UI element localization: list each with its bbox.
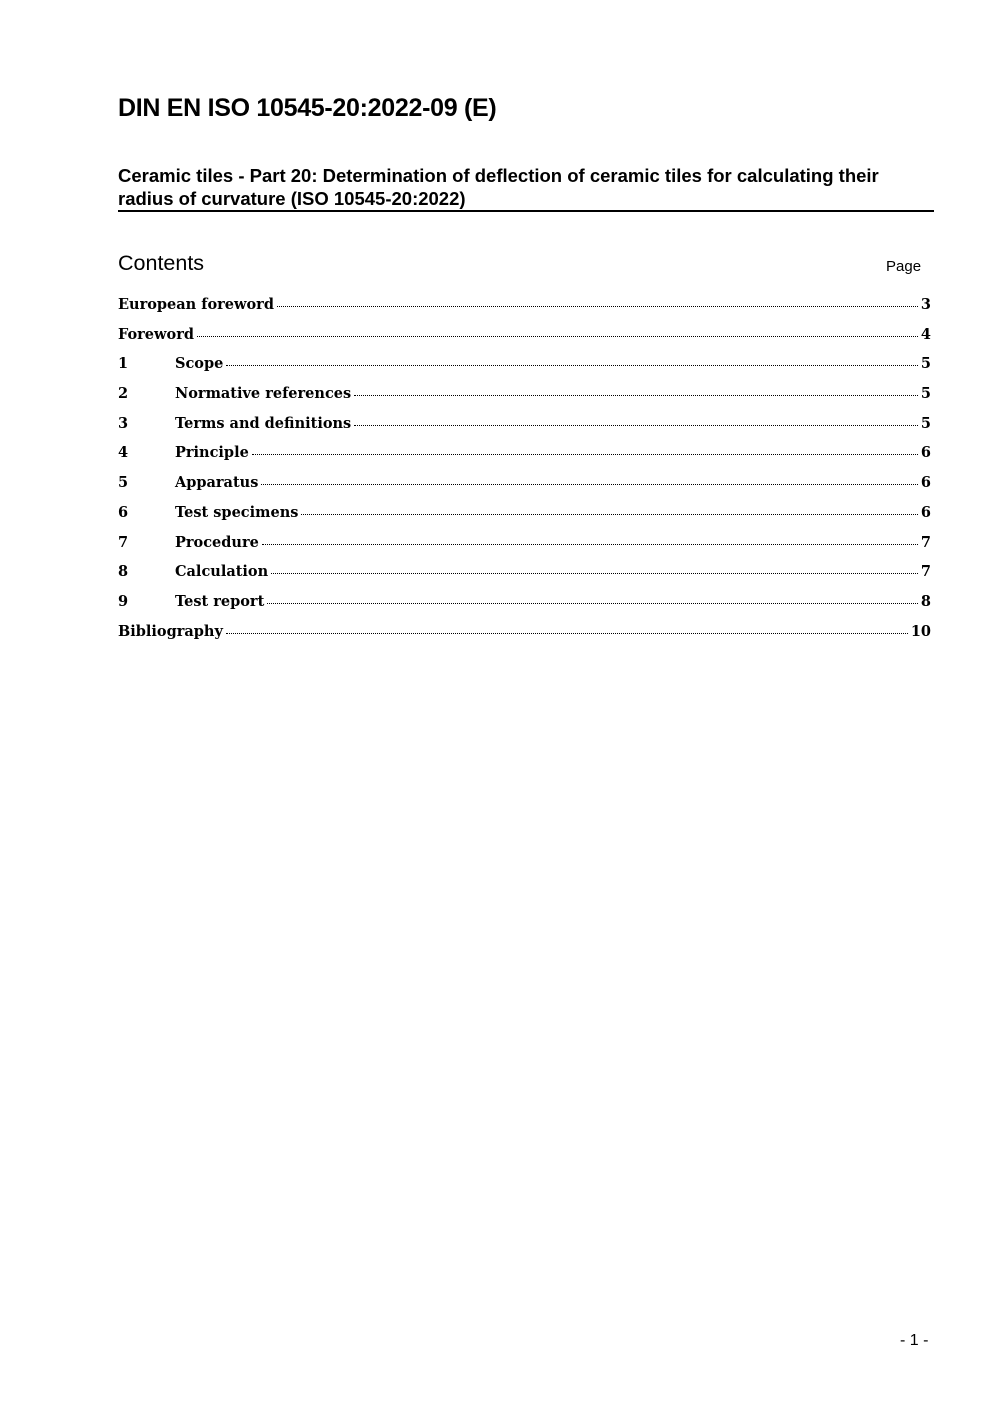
document-id: DIN EN ISO 10545-20:2022-09 (E) [118,94,497,122]
toc-entry-title: Calculation [175,563,269,581]
toc-entry-title: Normative references [175,385,352,403]
toc-entry-page: 7 [920,563,931,581]
toc-entry-calculation[interactable] [118,563,931,593]
toc-entry-number: 2 [118,385,129,403]
toc-entry-foreword[interactable] [118,326,931,356]
toc-entry-terms-and-definitions[interactable] [118,415,931,445]
toc-entry-page: 5 [920,355,931,373]
toc-entry-bibliography[interactable] [118,623,931,653]
toc-entry-test-specimens[interactable] [118,504,931,534]
toc-leader-dots [197,336,918,337]
toc-entry-number: 3 [118,414,129,432]
toc-leader-dots [261,484,918,485]
title-divider [118,210,934,212]
toc-entry-number: 7 [118,533,129,551]
toc-leader-dots [267,603,918,604]
toc-entry-page: 8 [920,592,931,610]
toc-entry-normative-references[interactable] [118,385,931,415]
document-title: Ceramic tiles - Part 20: Determination of deflection of ceramic tiles for calculating their radius of curvature (ISO 10545-20:2022) [118,165,879,209]
toc-entry-number: 9 [118,592,129,610]
toc-entry-number: 8 [118,563,129,581]
toc-leader-dots [354,425,918,426]
toc-leader-dots [226,633,908,634]
toc-entry-title: Principle [175,444,249,462]
toc-leader-dots [252,454,918,455]
toc-entry-number: 6 [118,503,129,521]
toc-entry-title: Apparatus [175,474,259,492]
toc-entry-page: 6 [920,474,931,492]
toc-leader-dots [271,573,918,574]
footer-page-number: - 1 - [900,1332,929,1349]
toc-entry-scope[interactable] [118,355,931,385]
contents-heading: Contents [118,251,205,275]
toc-leader-dots [277,306,918,307]
table-of-contents [118,296,931,652]
toc-leader-dots [226,365,918,366]
toc-entry-test-report[interactable] [118,593,931,623]
toc-entry-title: Terms and definitions [175,414,352,432]
toc-entry-title: Scope [175,355,224,373]
toc-entry-page: 7 [920,533,931,551]
toc-entry-apparatus[interactable] [118,474,931,504]
page-column-label: Page [886,258,922,275]
toc-entry-number: 1 [118,355,129,373]
toc-entry-page: 5 [920,385,931,403]
toc-entry-procedure[interactable] [118,534,931,564]
toc-leader-dots [354,395,918,396]
toc-entry-page: 4 [920,325,931,343]
toc-entry-page: 3 [920,296,931,313]
toc-entry-title: Test specimens [175,503,299,521]
toc-entry-title: European foreword [118,296,274,313]
toc-entry-page: 5 [920,414,931,432]
toc-entry-title: Bibliography [118,622,223,640]
toc-leader-dots [301,514,918,515]
toc-entry-principle[interactable] [118,444,931,474]
toc-entry-number: 5 [118,474,129,492]
toc-entry-page: 10 [910,622,931,640]
toc-entry-title: Procedure [175,533,259,551]
toc-entry-number: 4 [118,444,129,462]
toc-entry-title: Foreword [118,325,194,343]
toc-entry-european-foreword[interactable] [118,296,931,326]
toc-entry-page: 6 [920,503,931,521]
toc-entry-page: 6 [920,444,931,462]
toc-entry-title: Test report [175,592,265,610]
toc-leader-dots [262,544,918,545]
